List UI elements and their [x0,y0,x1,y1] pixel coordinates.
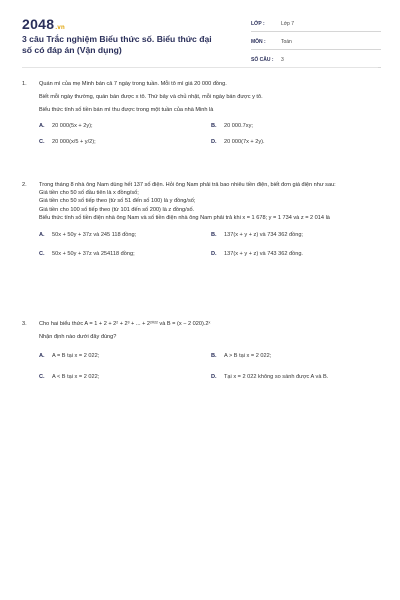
question-text: Biết mỗi ngày thường, quán bán được x tô. Thứ bảy và chủ nhật, mỗi ngày bán được y tô. [39,94,263,101]
logo-suffix: .vn [55,25,65,31]
question-2 [22,181,378,258]
question-number: 3. [22,321,27,327]
meta-key: LỚP : [251,20,265,27]
meta-row-count [251,52,381,68]
logo-text: 2048 [22,16,55,32]
meta-key: MÔN : [251,38,266,45]
document-title: 3 câu Trắc nghiệm Biểu thức số. Biểu thức đại số có đáp án (Vận dụng) [22,34,212,55]
question-text: Trong tháng 8 nhà ông Nam dùng hết 137 số điện. Hỏi ông Nam phải trả bao nhiêu tiền điện, biết đơn giá điện như sau: [39,182,336,188]
answer-option-b[interactable]: B. 137(x + y + z) và 734 362 đồng; [211,232,303,239]
question-number: 1. [22,81,27,87]
meta-value: 3 [281,56,284,63]
site-logo[interactable] [22,16,65,32]
answer-option-c[interactable]: C. 20 000(x/5 + y/2); [39,138,96,145]
question-text: Giá tiền cho 50 số tiếp theo (từ số 51 đến số 100) là y đồng/số; [39,198,196,205]
meta-table [251,16,381,70]
question-text: Giá tiền cho 100 số tiếp theo (từ 101 đến số 200) là z đồng/số. [39,206,195,213]
meta-value: Toán [281,38,292,45]
question-text: Biểu thức tính số tiền bán mì thu được trong một tuần của nhà Minh là [39,107,214,114]
meta-key: SỐ CÂU : [251,56,274,63]
question-text: Cho hai biểu thức A = 1 + 2 + 2² + 2³ + ... + 2²⁰²² và B = (x − 2 020).2ˣ [39,321,211,327]
question-1 [22,80,378,146]
answer-option-a[interactable]: A. 50x + 50y + 37z và 245 118 đồng; [39,232,137,239]
question-3 [22,320,378,381]
answer-option-a[interactable]: A. 20 000(5x + 2y); [39,122,93,129]
header-divider [22,67,378,68]
question-text: Quán mì của mẹ Minh bán cả 7 ngày trong tuần. Mỗi tô mì giá 20 000 đồng. [39,81,227,87]
answer-option-c[interactable]: C. 50x + 50y + 37z và 254118 đồng; [39,251,135,258]
meta-value: Lớp 7 [281,20,295,27]
question-text: Biểu thức tính số tiền điện nhà ông Nam và số tiền điện nhà ông Nam phải trả khi x = 1 678; y = 1 734 và z = 2 014 là [39,214,330,221]
answer-option-b[interactable]: B. 20 000.7xy; [211,122,253,129]
question-number: 2. [22,182,27,188]
answer-option-c[interactable]: C. A < B tại x = 2 022; [39,373,100,380]
answer-option-d[interactable]: D. Tại x = 2 022 không so sánh được A và B. [211,373,329,380]
meta-row-subject [251,34,381,50]
answer-option-d[interactable]: D. 137(x + y + z) và 743 362 đồng. [211,251,303,258]
answer-option-d[interactable]: D. 20 000(7x + 2y). [211,138,265,145]
answer-option-a[interactable]: A. A = B tại x = 2 022; [39,353,100,360]
answer-option-b[interactable]: B. A > B tại x = 2 022; [211,353,272,360]
question-text: Giá tiền cho 50 số đầu tiên là x đồng/số; [39,190,139,197]
question-text: Nhận định nào dưới đây đúng? [39,334,117,341]
meta-row-class [251,16,381,32]
